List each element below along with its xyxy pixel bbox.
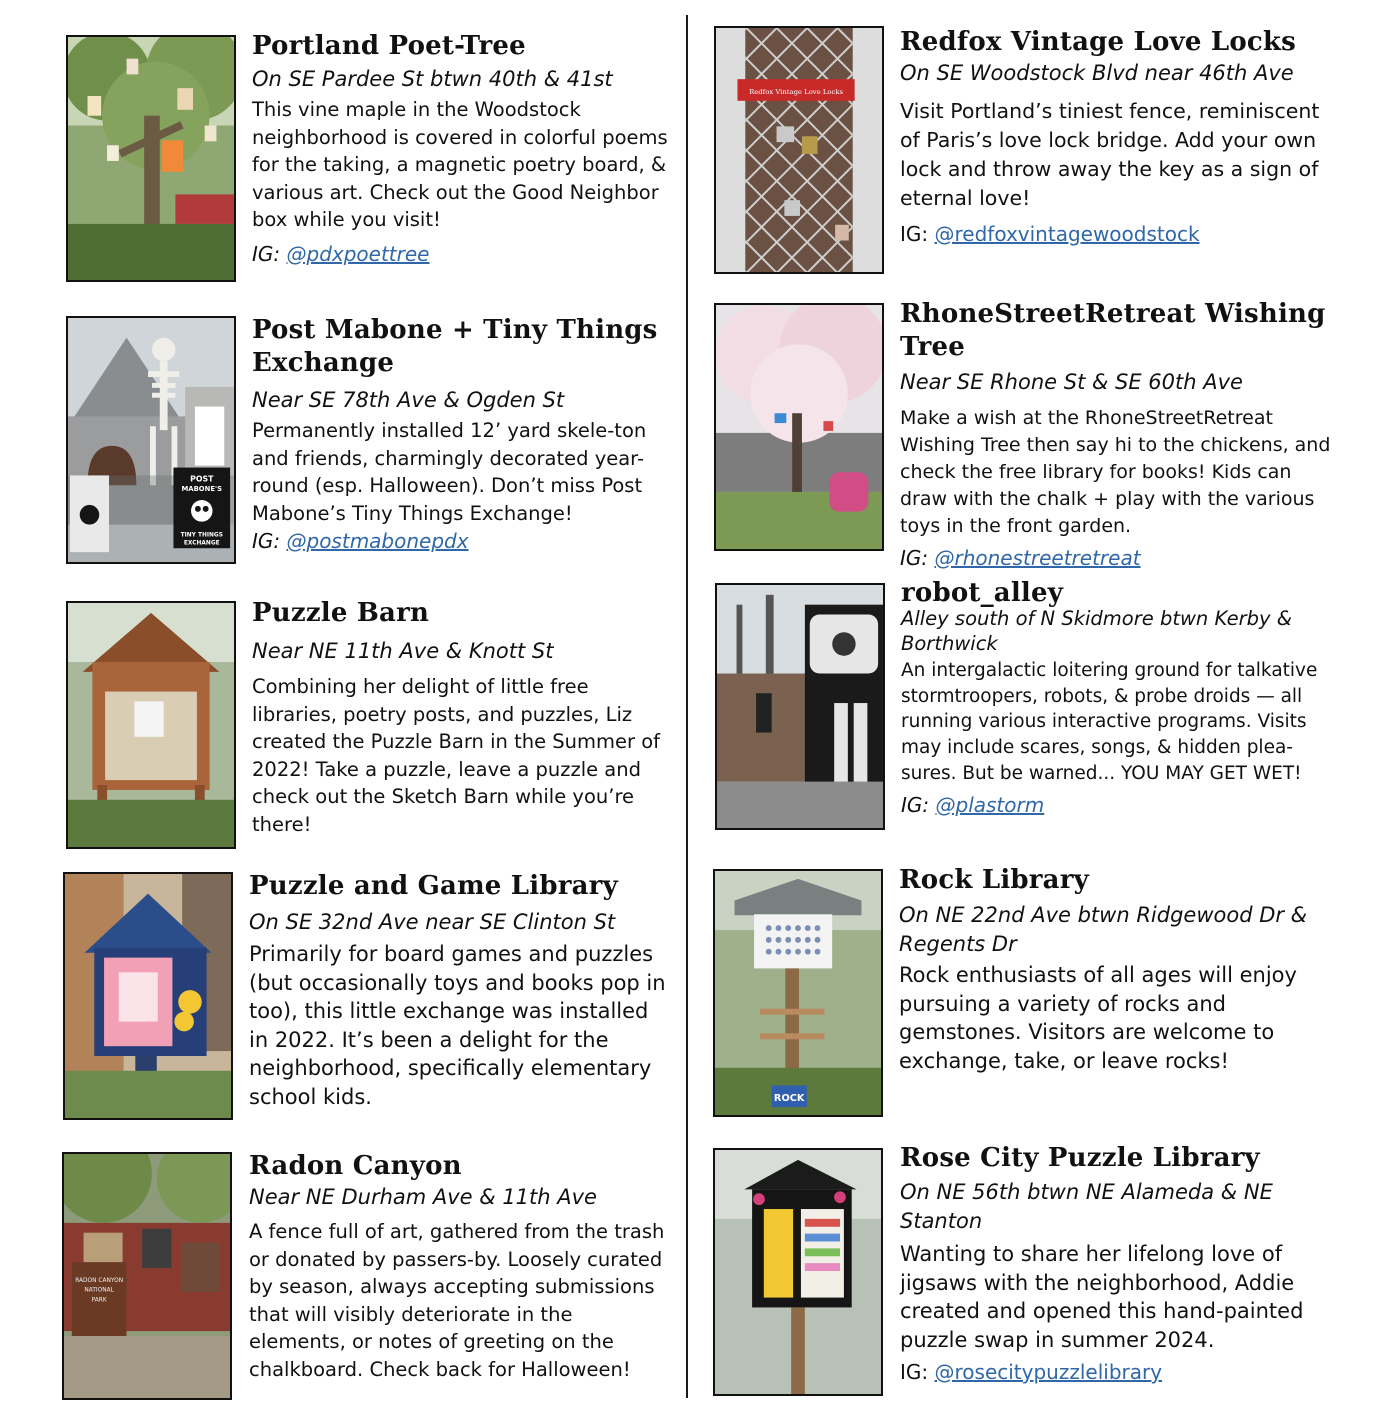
ig-label: IG: [252,241,287,266]
entry-description: Wanting to share her lifelong love of jigsaws with the neighborhood, Addie created and opened this hand-painted puzzle swap in summer 2024. [900,1242,1304,1352]
instagram-link[interactable]: @postmabonepdx [286,529,469,553]
entry-location: Near SE Rhone St & SE 60th Ave [900,370,1243,394]
entry-title: Portland Poet-Tree [252,31,526,61]
instagram-link[interactable]: @rhonestreetretreat [934,546,1141,570]
entry-title: robot_alley [901,578,1064,608]
puzzle-barn-photo [66,601,236,849]
instagram-link[interactable]: @redfoxvintagewoodstock [934,222,1200,246]
instagram-link[interactable]: @plastorm [935,792,1045,817]
entry-title: RhoneStreetRetreat Wishing Tree [900,299,1326,362]
column-divider [686,15,688,1398]
ig-label: IG: [900,546,935,570]
entry-location: Near NE Durham Ave & 11th Ave [249,1185,597,1209]
entry-description: This vine maple in the Woodstock neighborhood is covered in colorful poems for the taking, a magnetic poetry board, & various art. Check out the Good Neighbor box while you visit! [252,98,668,231]
entry-title: Puzzle and Game Library [249,871,618,901]
entry-description: Rock enthusiasts of all ages will enjoy pursuing a variety of rocks and gemstones. Visitors are welcome to exchange, take, or leave rocks! [899,963,1297,1073]
entry-description: Make a wish at the RhoneStreetRetreat Wishing Tree then say hi to the chickens, and check the free library for books! Kids can draw with the chalk + play with the various toys in the front garden. [900,407,1331,537]
radon-canyon-photo [62,1152,232,1400]
ig-label: IG: [252,529,287,553]
sign-text: ROCK [773,1093,805,1105]
ig-label: IG: [901,792,936,817]
entry-title: Puzzle Barn [252,598,430,628]
sign-text: EXCHANGE [183,540,220,547]
sign-text: PARK [91,1297,107,1304]
rose-city-puzzle-library-photo [713,1148,883,1396]
love-locks-photo [714,26,884,274]
entry-location: On SE Pardee St btwn 40th & 41st [252,67,613,91]
entry-description: Visit Portland’s tiniest fence, reminiscent of Paris’s love lock bridge. Add your own lock and throw away the key as a sign of eternal love! [900,99,1320,210]
instagram-link[interactable]: @rosecitypuzzlelibrary [934,1360,1163,1384]
instagram-line [901,791,1341,819]
rock-library-photo [713,869,883,1117]
entry-location: On SE 32nd Ave near SE Clinton St [249,910,616,934]
sign-text: RADON CANYON [75,1277,124,1284]
entry-title: Rose City Puzzle Library [900,1143,1260,1173]
entry-location: Near NE 11th Ave & Knott St [252,639,554,663]
instagram-line [900,220,1340,248]
entry-title: Redfox Vintage Love Locks [900,27,1296,57]
sign-text: MABONE'S [181,485,223,494]
post-mabone-photo [66,316,236,564]
entry-description: Primarily for board games and puzzles (but occasionally toys and books pop in too), this little exchange was installed in 2022. It’s been a delight for the neighborhood, specifically elementary school kids. [249,942,666,1109]
robot-alley-photo [715,583,885,830]
entry-title: Post Mabone + Tiny Things Exchange [252,315,658,378]
entry-description: An intergalactic loitering ground for talkative stormtroopers, robots, & probe droids — all running various interactive programs. Visits may include scares, songs, & hidden plea-sures. But be warned... YOU MAY GET WET! [901,660,1318,784]
sign-text: POST [190,474,214,484]
entry-description: A fence full of art, gathered from the trash or donated by passers-by. Loosely curated by season, always accepting submissions that will visibly deteriorate in the elements, or notes of greeting on the chalkboard. Check back for Halloween! [249,1220,665,1381]
entry-description: Permanently installed 12’ yard skele-ton and friends, charmingly decorated year-round (esp. Halloween). Don’t miss Post Mabone’s Tiny Things Exchange! [252,419,647,525]
puzzle-game-library-photo [63,872,233,1120]
wishing-tree-photo [714,303,884,551]
entry-location: On NE 22nd Ave btwn Ridgewood Dr & Regents Dr [899,903,1308,956]
poet-tree-photo [66,35,236,282]
entry-title: Rock Library [899,865,1089,895]
instagram-line [252,240,672,268]
entry-title: Radon Canyon [249,1151,462,1181]
entry-location: On NE 56th btwn NE Alameda & NE Stanton [900,1180,1273,1233]
entry-location: On SE Woodstock Blvd near 46th Ave [900,61,1294,85]
instagram-line [900,1358,1340,1386]
sign-text: NATIONAL [84,1287,114,1294]
instagram-link[interactable]: @pdxpoettree [286,241,430,266]
entry-description: Combining her delight of little free libraries, poetry posts, and puzzles, Liz created the Puzzle Barn in the Summer of 2022! Take a puzzle, leave a puzzle and check out the Sketch Barn while you’re there! [252,675,661,836]
entry-location: Alley south of N Skidmore btwn Kerby & Borthwick [901,607,1292,655]
entry-location: Near SE 78th Ave & Ogden St [252,388,565,412]
instagram-line [252,527,672,555]
sign-text: TINY THINGS [180,532,223,539]
ig-label: IG: [900,1360,935,1384]
instagram-line [900,544,1340,572]
sign-text: Redfox Vintage Love Locks [749,87,844,96]
ig-label: IG: [900,222,935,246]
